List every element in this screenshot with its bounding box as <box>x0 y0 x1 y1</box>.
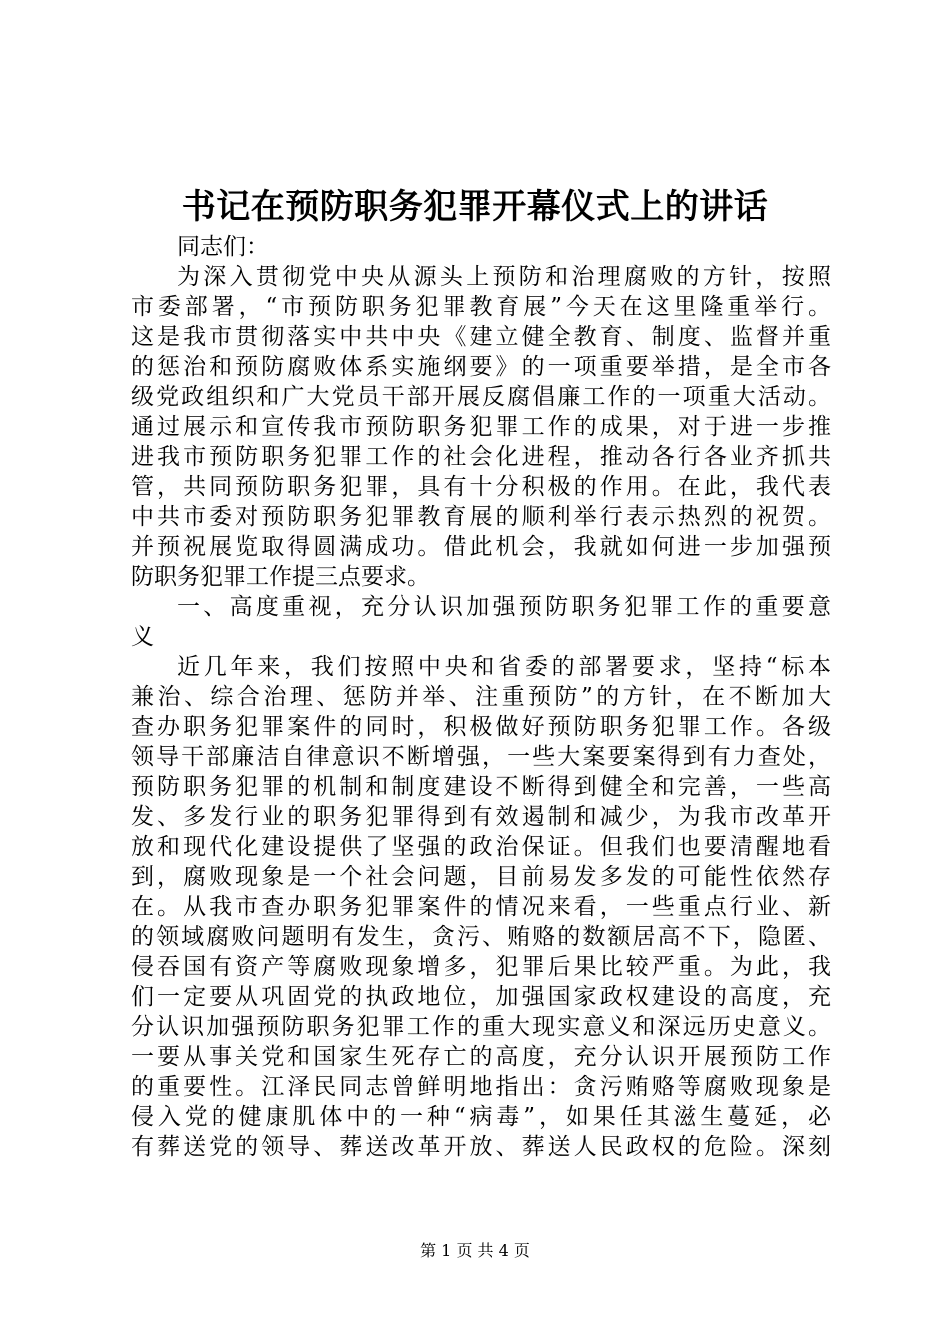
section-heading-line: 一、高度重视，充分认识加强预防职务犯罪工作的重要意 <box>177 594 831 620</box>
body-line: 的领域腐败问题明有发生，贪污、贿赂的数额居高不下，隐匿、 <box>131 924 831 950</box>
body-line: 中共市委对预防职务犯罪教育展的顺利举行表示热烈的祝贺。 <box>131 504 831 530</box>
body-line: 市委部署，“市预防职务犯罪教育展”今天在这里隆重举行。 <box>131 294 831 320</box>
body-line: 放和现代化建设提供了坚强的政治保证。但我们也要清醒地看 <box>131 834 831 860</box>
body-line: 通过展示和宣传我市预防职务犯罪工作的成果，对于进一步推 <box>131 414 831 440</box>
body-line: 查办职务犯罪案件的同时，积极做好预防职务犯罪工作。各级 <box>131 714 831 740</box>
body-line: 为深入贯彻党中央从源头上预防和治理腐败的方针，按照 <box>177 264 831 290</box>
body-line: 分认识加强预防职务犯罪工作的重大现实意义和深远历史意义。 <box>131 1014 831 1040</box>
body-line: 有葬送党的领导、葬送改革开放、葬送人民政权的危险。深刻 <box>131 1134 831 1160</box>
body-line: 侵入党的健康肌体中的一种“病毒”，如果任其滋生蔓延，必 <box>131 1104 831 1130</box>
body-line: 的重要性。江泽民同志曾鲜明地指出：贪污贿赂等腐败现象是 <box>131 1074 831 1100</box>
salutation-line: 同志们： <box>177 234 269 260</box>
body-line: 这是我市贯彻落实中共中央《建立健全教育、制度、监督并重 <box>131 324 831 350</box>
body-line: 近几年来，我们按照中央和省委的部署要求，坚持“标本 <box>177 654 831 680</box>
body-line: 预防职务犯罪的机制和制度建设不断得到健全和完善，一些高 <box>131 774 831 800</box>
body-line: 兼治、综合治理、惩防并举、注重预防”的方针，在不断加大 <box>131 684 831 710</box>
body-line: 发、多发行业的职务犯罪得到有效遏制和减少，为我市改革开 <box>131 804 831 830</box>
section-heading-line: 义 <box>131 624 154 650</box>
body-line: 并预祝展览取得圆满成功。借此机会，我就如何进一步加强预 <box>131 534 831 560</box>
body-line: 防职务犯罪工作提三点要求。 <box>131 564 430 590</box>
body-line: 在。从我市查办职务犯罪案件的情况来看，一些重点行业、新 <box>131 894 831 920</box>
body-line: 领导干部廉洁自律意识不断增强，一些大案要案得到有力查处， <box>131 744 831 770</box>
document-title: 书记在预防职务犯罪开幕仪式上的讲话 <box>181 187 769 227</box>
body-line: 级党政组织和广大党员干部开展反腐倡廉工作的一项重大活动。 <box>131 384 831 410</box>
body-line: 管，共同预防职务犯罪，具有十分积极的作用。在此，我代表 <box>131 474 831 500</box>
body-line: 们一定要从巩固党的执政地位，加强国家政权建设的高度，充 <box>131 984 831 1010</box>
body-line: 进我市预防职务犯罪工作的社会化进程，推动各行各业齐抓共 <box>131 444 831 470</box>
document-body <box>131 232 831 1162</box>
body-line: 侵吞国有资产等腐败现象增多，犯罪后果比较严重。为此，我 <box>131 954 831 980</box>
body-line: 到，腐败现象是一个社会问题，目前易发多发的可能性依然存 <box>131 864 831 890</box>
page-number-footer: 第 1 页 共 4 页 <box>420 1241 530 1260</box>
body-line: 的惩治和预防腐败体系实施纲要》的一项重要举措，是全市各 <box>131 354 831 380</box>
body-line: 一要从事关党和国家生死存亡的高度，充分认识开展预防工作 <box>131 1044 831 1070</box>
